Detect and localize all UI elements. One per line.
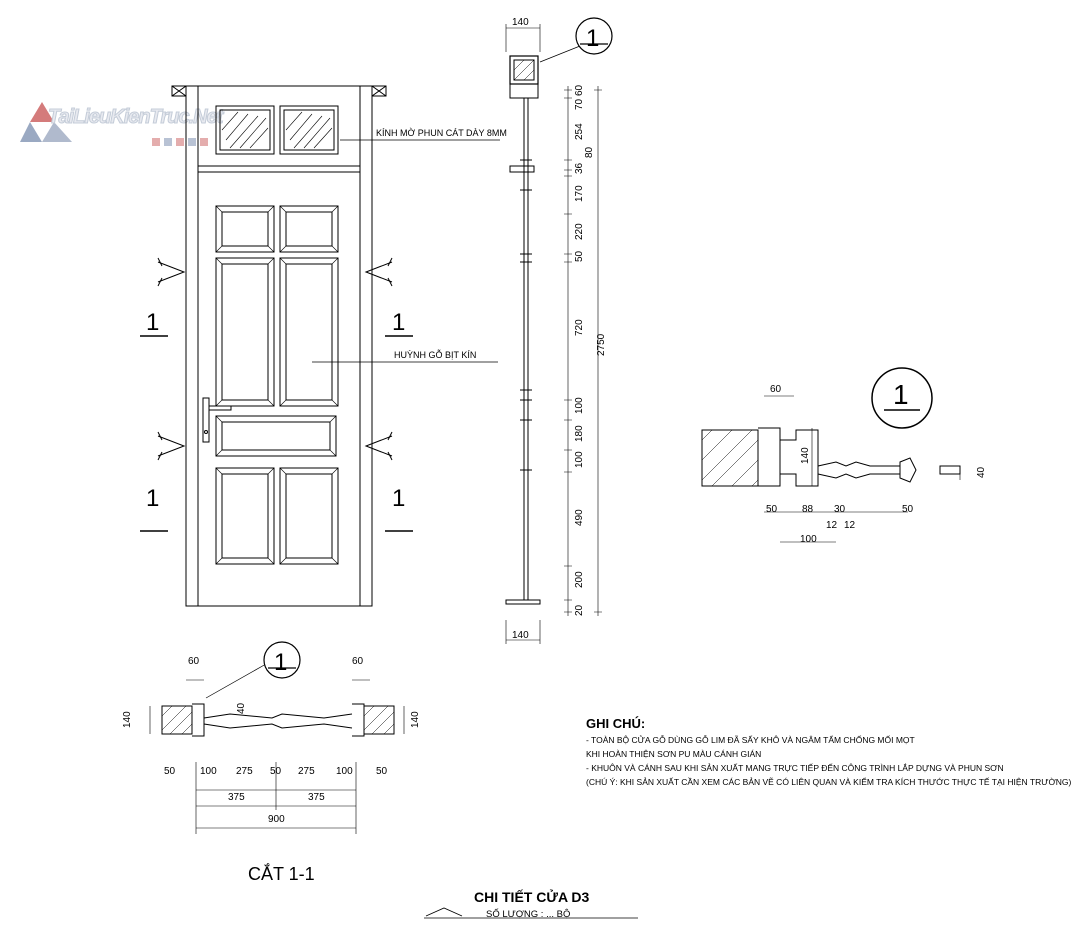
svg-text:20: 20	[574, 604, 585, 616]
callout-detail: 1	[893, 379, 909, 410]
svg-text:40: 40	[236, 702, 247, 714]
svg-text:50: 50	[574, 250, 585, 262]
svg-text:50: 50	[902, 504, 914, 515]
svg-text:375: 375	[228, 792, 245, 803]
svg-text:60: 60	[770, 384, 782, 395]
section-title: CẮT 1-1	[248, 864, 315, 884]
panel-label: HUỲNH GỖ BỊT KÍN	[394, 350, 477, 360]
door-elevation	[140, 86, 500, 606]
svg-text:254: 254	[574, 123, 585, 140]
svg-text:80: 80	[584, 146, 595, 158]
svg-text:180: 180	[574, 425, 585, 442]
svg-text:720: 720	[574, 319, 585, 336]
detail-dims	[766, 384, 987, 545]
svg-text:60: 60	[352, 656, 364, 667]
section-marker-tr: 1	[392, 309, 406, 336]
svg-text:170: 170	[574, 185, 585, 202]
svg-text:140: 140	[800, 447, 811, 464]
svg-text:490: 490	[574, 509, 585, 526]
drawing-title: CHI TIẾT CỬA D3	[474, 889, 590, 905]
svg-text:60: 60	[574, 84, 585, 96]
svg-text:50: 50	[270, 766, 282, 777]
notes-line-4: (CHÚ Ý: KHI SẢN XUẤT CẦN XEM CÁC BẢN VẼ CÓ LIÊN QUAN VÀ KIỂM TRA KÍCH THƯỚC THỰC TẾ TẠI HIỆN TRƯỜNG)	[586, 777, 1072, 787]
svg-text:200: 200	[574, 571, 585, 588]
watermark-text: TaiLieuKienTruc.Net	[48, 106, 223, 128]
section-marker-bl: 1	[146, 485, 160, 512]
svg-text:88: 88	[802, 504, 814, 515]
svg-text:36: 36	[574, 162, 585, 174]
side-total: 2750	[596, 333, 607, 356]
drawing-subtitle: SỐ LƯỢNG : ... BỘ	[486, 909, 571, 920]
side-dims	[574, 84, 607, 616]
glass-label: KÍNH MỜ PHUN CÁT DÀY 8MM	[376, 128, 507, 138]
notes-heading: GHI CHÚ:	[586, 716, 646, 731]
side-section	[506, 24, 602, 644]
section-marker-tl: 1	[146, 309, 160, 336]
plan-dims	[122, 656, 421, 825]
notes-line-1: - TOÀN BỘ CỬA GỖ DÙNG GỖ LIM ĐÃ SẤY KHÔ VÀ NGÂM TẨM CHỐNG MỐI MỌT	[586, 735, 915, 745]
svg-text:100: 100	[200, 766, 217, 777]
svg-text:275: 275	[236, 766, 253, 777]
svg-text:40: 40	[976, 466, 987, 478]
svg-text:60: 60	[188, 656, 200, 667]
svg-text:30: 30	[834, 504, 846, 515]
svg-text:100: 100	[574, 451, 585, 468]
callout-top: 1	[586, 25, 600, 52]
svg-text:900: 900	[268, 814, 285, 825]
callout-circles	[264, 18, 612, 678]
svg-text:140: 140	[410, 711, 421, 728]
notes-line-2: KHI HOÀN THIỆN SƠN PU MÀU CÁNH GIÁN	[586, 749, 762, 759]
detail-1	[702, 368, 960, 542]
svg-text:100: 100	[800, 534, 817, 545]
plan-section	[150, 664, 638, 918]
callout-plan: 1	[274, 649, 288, 676]
svg-text:375: 375	[308, 792, 325, 803]
section-marker-br: 1	[392, 485, 406, 512]
notes-line-3: - KHUÔN VÀ CÁNH SAU KHI SẢN XUẤT MANG TRỰC TIẾP ĐẾN CÔNG TRÌNH LẮP DỰNG VÀ PHUN SƠN	[586, 763, 1004, 773]
svg-text:275: 275	[298, 766, 315, 777]
svg-text:12: 12	[844, 520, 856, 531]
svg-text:12: 12	[826, 520, 838, 531]
svg-text:140: 140	[122, 711, 133, 728]
svg-text:100: 100	[336, 766, 353, 777]
svg-text:50: 50	[376, 766, 388, 777]
svg-text:70: 70	[574, 98, 585, 110]
svg-text:100: 100	[574, 397, 585, 414]
side-bottom-width: 140	[512, 630, 529, 641]
svg-text:50: 50	[766, 504, 778, 515]
svg-text:220: 220	[574, 223, 585, 240]
svg-text:50: 50	[164, 766, 176, 777]
side-top-width: 140	[512, 17, 529, 28]
